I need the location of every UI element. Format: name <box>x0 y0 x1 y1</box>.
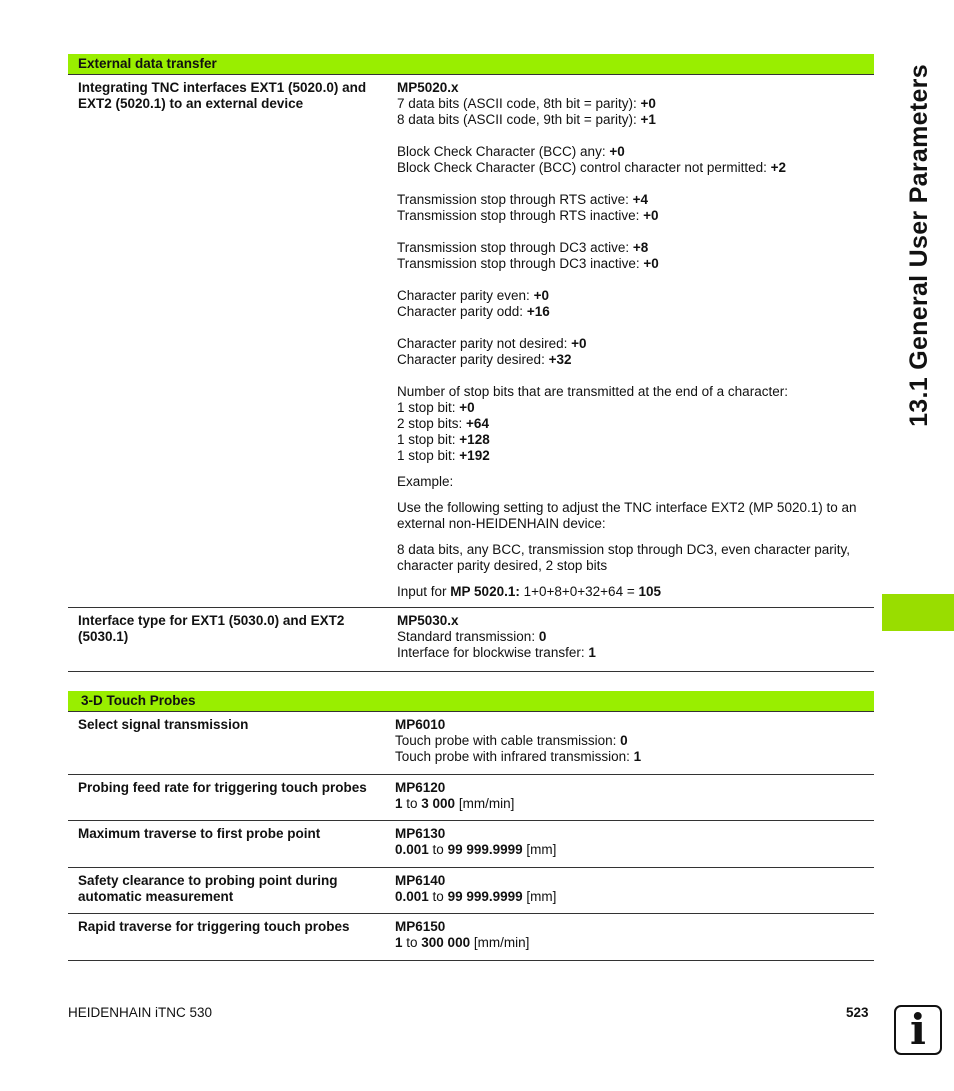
example-text: Use the following setting to adjust the TNC interface EXT2 (MP 5020.1) to an external non-HEIDENHAIN device: <box>397 500 857 531</box>
value-line: Touch probe with cable transmission: 0 <box>395 733 628 748</box>
info-icon <box>894 1005 942 1055</box>
param-id: MP5020.x <box>397 80 459 95</box>
table-row <box>68 821 874 868</box>
value-line: Touch probe with infrared transmission: 1 <box>395 749 642 764</box>
info-icon-glyph: i <box>910 1005 926 1054</box>
param-id: MP6130 <box>395 826 446 841</box>
value-line: Standard transmission: 0 <box>397 629 547 644</box>
value-range: 1 to 3 000 [mm/min] <box>395 796 515 811</box>
value-range: 0.001 to 99 999.9999 [mm] <box>395 842 557 857</box>
value-line: Block Check Character (BCC) control character not permitted: +2 <box>397 160 787 175</box>
param-label: Integrating TNC interfaces EXT1 (5020.0) and EXT2 (5020.1) to an external device <box>78 80 367 111</box>
value-line: 7 data bits (ASCII code, 8th bit = parity): +0 <box>397 96 656 111</box>
value-line: Transmission stop through RTS active: +4 <box>397 192 649 207</box>
section-header: 3-D Touch Probes <box>68 691 874 712</box>
param-label: Safety clearance to probing point during automatic measurement <box>78 873 338 904</box>
chapter-tab-marker <box>882 594 954 631</box>
example-settings: 8 data bits, any BCC, transmission stop through DC3, even character parity, character parity desired, 2 stop bits <box>397 542 850 573</box>
table-row <box>68 914 874 961</box>
value-line: Character parity desired: +32 <box>397 352 572 367</box>
example-label: Example: <box>397 474 454 489</box>
param-label: Rapid traverse for triggering touch probes <box>78 919 350 934</box>
param-value <box>387 712 874 774</box>
section-header: External data transfer <box>68 54 874 75</box>
chapter-side-title <box>895 63 943 427</box>
value-line: 1 stop bit: +192 <box>397 448 490 463</box>
value-line: Character parity odd: +16 <box>397 304 550 319</box>
table-row <box>68 775 874 821</box>
value-range: 0.001 to 99 999.9999 [mm] <box>395 889 557 904</box>
value-line: 2 stop bits: +64 <box>397 416 489 431</box>
value-line: Character parity even: +0 <box>397 288 549 303</box>
table-row <box>68 75 874 608</box>
value-line: Transmission stop through RTS inactive: +0 <box>397 208 659 223</box>
value-line: 1 stop bit: +0 <box>397 400 475 415</box>
param-value <box>387 868 874 913</box>
param-label: Maximum traverse to first probe point <box>78 826 321 841</box>
param-id: MP5030.x <box>397 613 459 628</box>
table-row <box>68 608 874 672</box>
section-external-data-transfer <box>68 54 874 672</box>
value-line: Transmission stop through DC3 active: +8 <box>397 240 649 255</box>
example-input: Input for MP 5020.1: 1+0+8+0+32+64 = 105 <box>397 584 661 599</box>
param-label: Probing feed rate for triggering touch probes <box>78 780 367 795</box>
value-line: 1 stop bit: +128 <box>397 432 490 447</box>
param-id: MP6010 <box>395 717 446 732</box>
param-label: Interface type for EXT1 (5030.0) and EXT2 (5030.1) <box>78 613 345 644</box>
param-id: MP6140 <box>395 873 446 888</box>
value-line: 8 data bits (ASCII code, 9th bit = parity): +1 <box>397 112 656 127</box>
value-line: Number of stop bits that are transmitted at the end of a character: <box>397 384 788 399</box>
param-value <box>387 75 874 607</box>
table-row <box>68 868 874 914</box>
table-row <box>68 712 874 775</box>
section-touch-probes <box>68 691 874 961</box>
param-id: MP6120 <box>395 780 446 795</box>
param-value <box>387 775 874 820</box>
value-line: Block Check Character (BCC) any: +0 <box>397 144 625 159</box>
param-label: Select signal transmission <box>78 717 249 732</box>
param-value <box>387 608 874 671</box>
value-line: Character parity not desired: +0 <box>397 336 587 351</box>
value-range: 1 to 300 000 [mm/min] <box>395 935 530 950</box>
param-id: MP6150 <box>395 919 446 934</box>
value-line: Interface for blockwise transfer: 1 <box>397 645 596 660</box>
value-line: Transmission stop through DC3 inactive: +0 <box>397 256 659 271</box>
page-number: 523 <box>846 1005 869 1020</box>
param-value <box>387 821 874 867</box>
chapter-title-text: 13.1 General User Parameters <box>904 63 933 427</box>
param-value <box>387 914 874 960</box>
footer-product-name: HEIDENHAIN iTNC 530 <box>68 1005 213 1020</box>
